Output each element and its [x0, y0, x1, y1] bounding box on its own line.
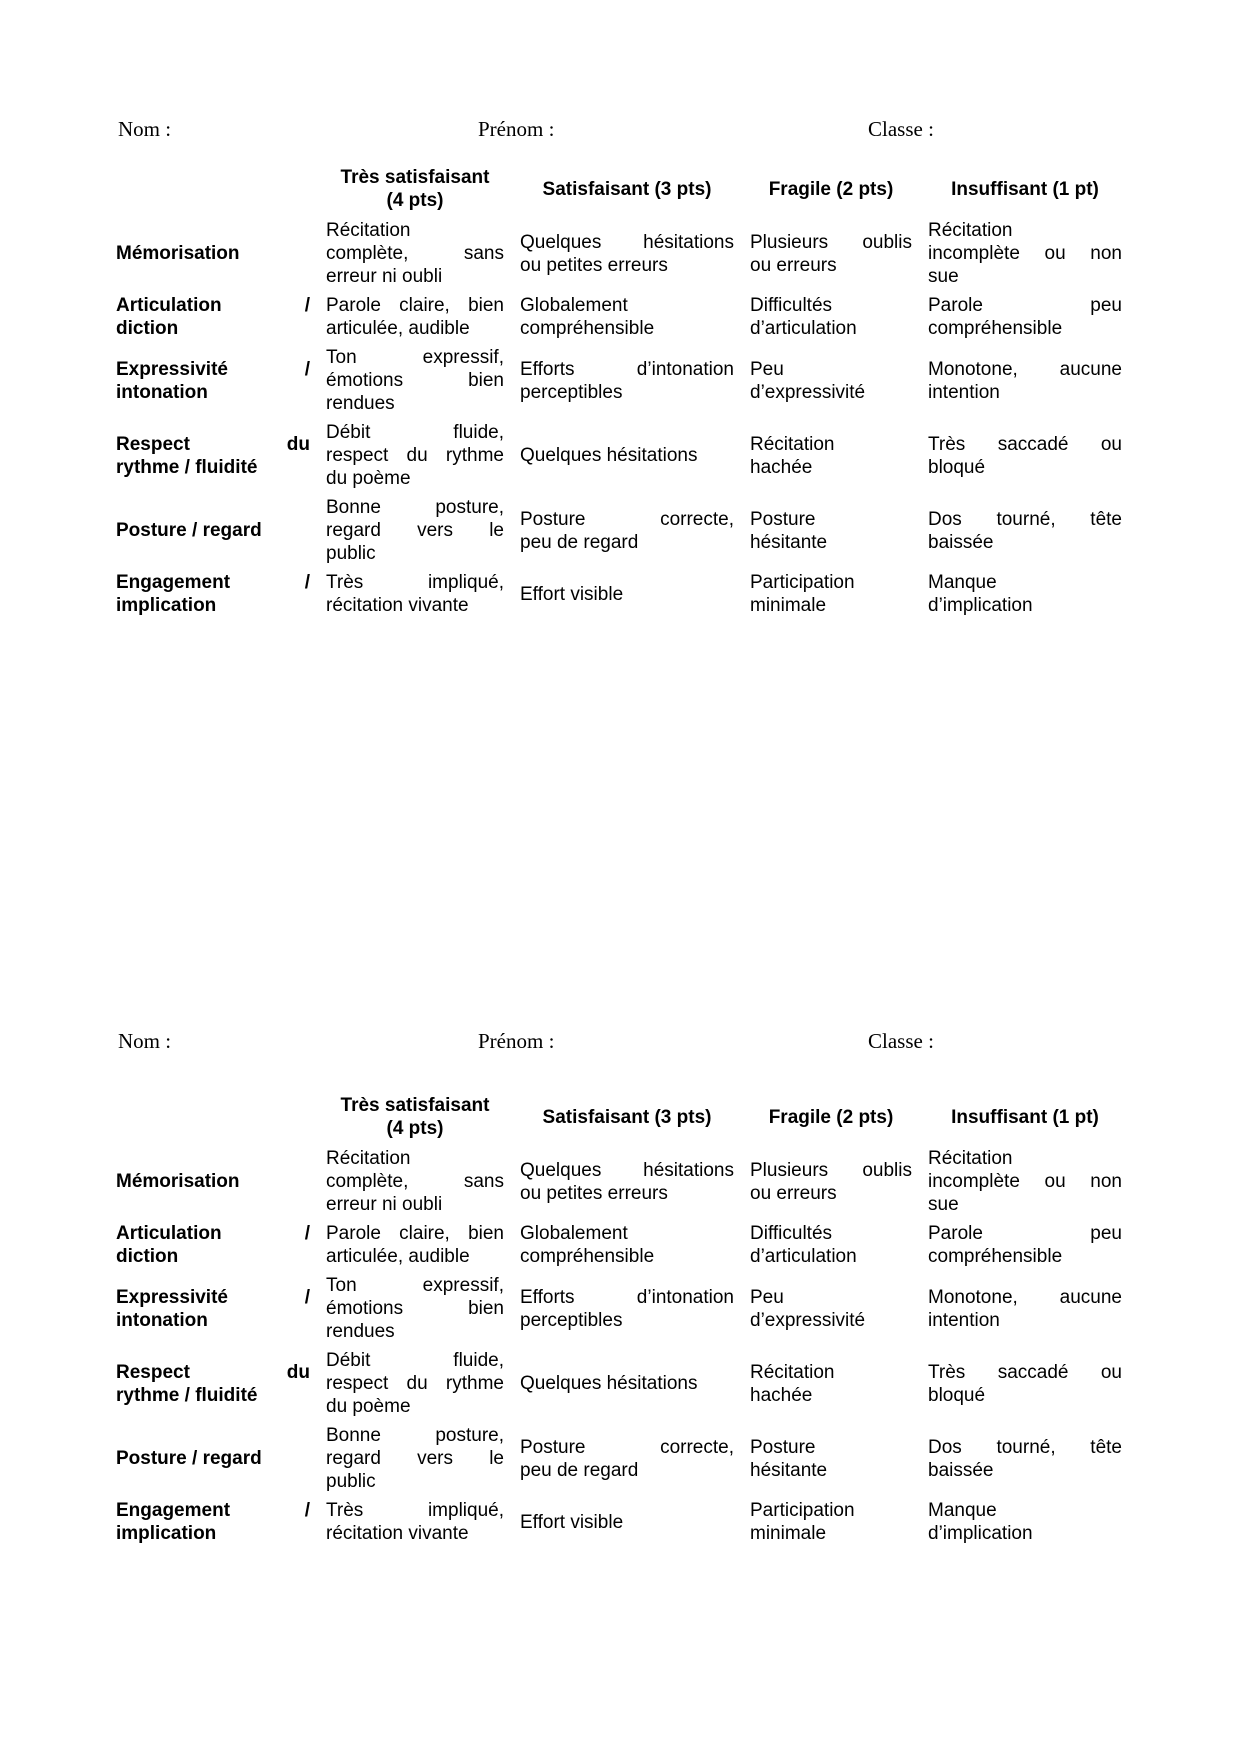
level-descriptor-line: baissée [928, 531, 994, 553]
criterion-label [116, 493, 318, 568]
criterion-row [116, 1271, 1130, 1346]
rubric-copy-1 [116, 116, 1130, 620]
level-descriptor-line: Récitation [326, 220, 411, 241]
level-descriptor-line: récitation vivante [326, 1523, 469, 1544]
level-descriptor-cell [920, 1496, 1130, 1548]
criterion-label [116, 1496, 318, 1548]
level-descriptor-line: peu de regard [520, 531, 639, 553]
level-descriptor-line: d’implication [928, 595, 1033, 616]
level-descriptor-line: Dos tourné, tête [928, 508, 1122, 530]
level-descriptor-line: Plusieurs oublis [750, 231, 912, 253]
level-descriptor-line: Très impliqué, [326, 572, 504, 593]
level-descriptor-line: erreur ni oubli [326, 266, 443, 287]
rubric-header-row [116, 162, 1130, 216]
level-descriptor-line: bloqué [928, 1384, 986, 1406]
level-descriptor-line: Difficultés [750, 295, 833, 316]
level-descriptor-line: Manque [928, 572, 997, 593]
criterion-label-line: rythme / fluidité [116, 456, 258, 478]
level-descriptor-line: Quelques hésitations [520, 231, 734, 253]
level-descriptor-cell [742, 1271, 920, 1346]
level-descriptor-line: Récitation [928, 220, 1013, 241]
level-column-header [512, 162, 742, 216]
level-descriptor-line: minimale [750, 1523, 827, 1544]
level-descriptor-line: minimale [750, 595, 827, 616]
criterion-label-line: Articulation / [116, 295, 310, 316]
level-descriptor-line: baissée [928, 1459, 994, 1481]
firstname-label: Prénom : [478, 1029, 555, 1053]
class-label: Classe : [868, 1029, 934, 1053]
level-descriptor-line: rendues [326, 393, 395, 414]
level-descriptor-cell [318, 1271, 512, 1346]
criterion-row [116, 1144, 1130, 1219]
level-descriptor-line: Quelques hésitations [520, 1159, 734, 1181]
criterion-label-line: diction [116, 318, 179, 339]
level-descriptor-line: articulée, audible [326, 1246, 470, 1267]
evaluation-rubric-table [116, 1090, 1130, 1548]
level-column-header-line: Satisfaisant (3 pts) [542, 1106, 712, 1128]
criterion-label-line: rythme / fluidité [116, 1384, 258, 1406]
level-descriptor-line: rendues [326, 1321, 395, 1342]
level-descriptor-line: Récitation [928, 1148, 1013, 1169]
level-descriptor-line: Plusieurs oublis [750, 1159, 912, 1181]
level-column-header-line: Insuffisant (1 pt) [951, 1106, 1099, 1128]
level-descriptor-line: respect du rythme [326, 445, 504, 466]
level-descriptor-line: Parole claire, bien [326, 295, 504, 316]
criterion-label [116, 1421, 318, 1496]
level-descriptor-line: intention [928, 381, 1000, 403]
level-descriptor-line: Quelques hésitations [520, 445, 698, 466]
level-descriptor-line: Efforts d’intonation [520, 358, 734, 380]
criterion-row [116, 1346, 1130, 1421]
level-descriptor-cell [318, 1144, 512, 1219]
level-descriptor-cell [512, 1346, 742, 1421]
level-descriptor-cell [742, 493, 920, 568]
level-descriptor-line: du poème [326, 1396, 411, 1417]
criterion-row [116, 493, 1130, 568]
level-descriptor-cell [920, 1346, 1130, 1421]
level-descriptor-cell [920, 216, 1130, 291]
student-info-line [116, 1028, 1130, 1055]
student-info-line [116, 116, 1130, 143]
level-descriptor-cell [920, 1219, 1130, 1271]
level-descriptor-line: Ton expressif, [326, 347, 504, 368]
level-descriptor-cell [920, 568, 1130, 620]
criterion-label [116, 1271, 318, 1346]
level-descriptor-cell [318, 1346, 512, 1421]
level-column-header-line: Très satisfaisant [340, 1095, 490, 1116]
criterion-row [116, 291, 1130, 343]
level-descriptor-cell [512, 493, 742, 568]
level-descriptor-cell [920, 1144, 1130, 1219]
criterion-label-line: intonation [116, 1309, 208, 1331]
criterion-label [116, 343, 318, 418]
level-descriptor-line: Dos tourné, tête [928, 1436, 1122, 1458]
level-column-header [742, 162, 920, 216]
criterion-label-line: implication [116, 595, 217, 616]
level-descriptor-line: Efforts d’intonation [520, 1286, 734, 1308]
criterion-label [116, 1144, 318, 1219]
level-descriptor-line: regard vers le [326, 1448, 504, 1469]
criterion-label-line: implication [116, 1523, 217, 1544]
level-descriptor-cell [920, 493, 1130, 568]
level-descriptor-line: Monotone, aucune [928, 1286, 1122, 1308]
level-descriptor-line: erreur ni oubli [326, 1194, 443, 1215]
criterion-label [116, 1346, 318, 1421]
level-descriptor-cell [512, 291, 742, 343]
criterion-label [116, 1219, 318, 1271]
level-descriptor-cell [318, 343, 512, 418]
level-descriptor-line: d’implication [928, 1523, 1033, 1544]
level-descriptor-line: hésitante [750, 531, 828, 553]
criterion-row [116, 343, 1130, 418]
criterion-label [116, 568, 318, 620]
level-column-header-line: (4 pts) [386, 190, 444, 211]
class-label: Classe : [868, 117, 934, 141]
level-column-header-line: (4 pts) [386, 1118, 444, 1139]
level-descriptor-line: ou erreurs [750, 1182, 837, 1204]
level-descriptor-cell [920, 1421, 1130, 1496]
level-descriptor-line: Très saccadé ou [928, 433, 1122, 455]
level-descriptor-cell [742, 418, 920, 493]
criterion-label-line: Mémorisation [116, 1171, 240, 1192]
level-column-header-line: Fragile (2 pts) [768, 1106, 894, 1128]
level-descriptor-line: Posture [750, 1436, 816, 1458]
level-descriptor-line: complète, sans [326, 1171, 504, 1192]
level-descriptor-line: Parole peu [928, 295, 1122, 316]
rubric-head [116, 162, 1130, 216]
criterion-row [116, 568, 1130, 620]
criterion-label-line: Posture / regard [116, 1448, 262, 1469]
rubric-copy-2 [116, 1028, 1130, 1548]
level-descriptor-line: ou erreurs [750, 254, 837, 276]
level-descriptor-line: Effort visible [520, 583, 624, 605]
criterion-row [116, 1496, 1130, 1548]
level-descriptor-line: regard vers le [326, 520, 504, 541]
level-descriptor-cell [920, 291, 1130, 343]
level-descriptor-cell [318, 1421, 512, 1496]
level-column-header [742, 1090, 920, 1144]
criterion-row [116, 418, 1130, 493]
criterion-label-line: Respect du [116, 1361, 310, 1383]
level-descriptor-line: Globalement [520, 1223, 628, 1244]
level-descriptor-cell [318, 418, 512, 493]
level-descriptor-line: Manque [928, 1500, 997, 1521]
level-descriptor-cell [512, 568, 742, 620]
level-column-header [318, 162, 512, 216]
level-descriptor-cell [318, 493, 512, 568]
level-descriptor-line: ou petites erreurs [520, 254, 668, 276]
criterion-label [116, 291, 318, 343]
level-descriptor-cell [742, 343, 920, 418]
criterion-label [116, 418, 318, 493]
level-descriptor-line: Bonne posture, [326, 1425, 504, 1446]
level-descriptor-cell [512, 1421, 742, 1496]
level-descriptor-line: compréhensible [520, 1246, 655, 1267]
level-descriptor-cell [920, 418, 1130, 493]
criterion-label-line: Expressivité / [116, 358, 310, 380]
criterion-label-line: Respect du [116, 433, 310, 455]
level-descriptor-cell [512, 1219, 742, 1271]
level-descriptor-line: Bonne posture, [326, 497, 504, 518]
level-descriptor-line: perceptibles [520, 381, 623, 403]
level-descriptor-line: d’expressivité [750, 381, 866, 403]
level-descriptor-line: Récitation [750, 1361, 835, 1383]
level-descriptor-cell [512, 1496, 742, 1548]
criterion-label-line: Engagement / [116, 1500, 310, 1521]
name-label: Nom : [118, 1029, 172, 1053]
criterion-label-line: Posture / regard [116, 520, 262, 541]
level-descriptor-cell [742, 568, 920, 620]
level-descriptor-cell [318, 1219, 512, 1271]
level-descriptor-cell [512, 1271, 742, 1346]
rubric-head [116, 1090, 1130, 1144]
criterion-row [116, 1421, 1130, 1496]
evaluation-rubric-table [116, 162, 1130, 620]
level-descriptor-line: émotions bien [326, 370, 504, 391]
level-descriptor-line: Parole claire, bien [326, 1223, 504, 1244]
level-descriptor-line: hésitante [750, 1459, 828, 1481]
level-descriptor-line: ou petites erreurs [520, 1182, 668, 1204]
level-descriptor-line: Peu [750, 358, 784, 380]
level-descriptor-line: respect du rythme [326, 1373, 504, 1394]
level-descriptor-line: compréhensible [928, 1246, 1063, 1267]
level-descriptor-line: Débit fluide, [326, 1350, 504, 1371]
criterion-label-line: Engagement / [116, 572, 310, 593]
level-descriptor-line: Récitation [750, 433, 835, 455]
level-column-header [512, 1090, 742, 1144]
criterion-label-line: Mémorisation [116, 243, 240, 264]
level-descriptor-line: émotions bien [326, 1298, 504, 1319]
level-descriptor-cell [318, 216, 512, 291]
level-column-header [920, 1090, 1130, 1144]
level-descriptor-line: hachée [750, 1384, 813, 1406]
level-descriptor-line: incomplète ou non [928, 1171, 1122, 1192]
name-label: Nom : [118, 117, 172, 141]
level-descriptor-line: Monotone, aucune [928, 358, 1122, 380]
level-descriptor-line: Globalement [520, 295, 628, 316]
rubric-body [116, 1144, 1130, 1548]
level-descriptor-cell [920, 343, 1130, 418]
level-descriptor-line: peu de regard [520, 1459, 639, 1481]
level-descriptor-line: public [326, 543, 376, 564]
level-descriptor-line: complète, sans [326, 243, 504, 264]
criterion-row [116, 1219, 1130, 1271]
level-descriptor-line: d’articulation [750, 318, 857, 339]
corner-cell [116, 162, 318, 216]
level-descriptor-cell [742, 1219, 920, 1271]
criterion-row [116, 216, 1130, 291]
level-column-header-line: Très satisfaisant [340, 167, 490, 188]
level-descriptor-line: Récitation [326, 1148, 411, 1169]
level-descriptor-line: compréhensible [520, 318, 655, 339]
level-descriptor-line: Très impliqué, [326, 1500, 504, 1521]
level-descriptor-line: Parole peu [928, 1223, 1122, 1244]
rubric-body [116, 216, 1130, 620]
level-descriptor-line: Effort visible [520, 1511, 624, 1533]
level-descriptor-line: sue [928, 266, 959, 287]
level-descriptor-cell [512, 216, 742, 291]
level-column-header-line: Insuffisant (1 pt) [951, 178, 1099, 200]
level-descriptor-line: Peu [750, 1286, 784, 1308]
level-descriptor-cell [742, 1496, 920, 1548]
level-descriptor-line: Ton expressif, [326, 1275, 504, 1296]
level-descriptor-line: sue [928, 1194, 959, 1215]
level-descriptor-line: d’expressivité [750, 1309, 866, 1331]
level-descriptor-cell [742, 216, 920, 291]
level-descriptor-line: articulée, audible [326, 318, 470, 339]
level-column-header [920, 162, 1130, 216]
level-descriptor-line: public [326, 1471, 376, 1492]
level-descriptor-line: d’articulation [750, 1246, 857, 1267]
level-column-header [318, 1090, 512, 1144]
criterion-label [116, 216, 318, 291]
level-descriptor-line: Participation [750, 572, 855, 593]
level-descriptor-line: Participation [750, 1500, 855, 1521]
level-descriptor-cell [318, 1496, 512, 1548]
firstname-label: Prénom : [478, 117, 555, 141]
level-descriptor-line: Quelques hésitations [520, 1373, 698, 1394]
level-descriptor-cell [742, 1144, 920, 1219]
level-descriptor-cell [920, 1271, 1130, 1346]
level-descriptor-cell [742, 1421, 920, 1496]
level-descriptor-cell [318, 568, 512, 620]
criterion-label-line: diction [116, 1246, 179, 1267]
criterion-label-line: intonation [116, 381, 208, 403]
criterion-label-line: Articulation / [116, 1223, 310, 1244]
level-descriptor-line: incomplète ou non [928, 243, 1122, 264]
level-descriptor-cell [512, 418, 742, 493]
level-descriptor-line: Posture [750, 508, 816, 530]
level-descriptor-cell [512, 343, 742, 418]
rubric-header-row [116, 1090, 1130, 1144]
level-descriptor-line: Difficultés [750, 1223, 833, 1244]
criterion-label-line: Expressivité / [116, 1286, 310, 1308]
level-descriptor-line: Posture correcte, [520, 508, 734, 530]
level-descriptor-line: du poème [326, 468, 411, 489]
level-descriptor-cell [742, 291, 920, 343]
level-descriptor-line: perceptibles [520, 1309, 623, 1331]
level-descriptor-cell [742, 1346, 920, 1421]
level-descriptor-line: Très saccadé ou [928, 1361, 1122, 1383]
level-descriptor-line: compréhensible [928, 318, 1063, 339]
corner-cell [116, 1090, 318, 1144]
level-descriptor-line: hachée [750, 456, 813, 478]
level-descriptor-line: bloqué [928, 456, 986, 478]
level-descriptor-line: intention [928, 1309, 1000, 1331]
level-column-header-line: Fragile (2 pts) [768, 178, 894, 200]
level-descriptor-line: Posture correcte, [520, 1436, 734, 1458]
level-descriptor-line: récitation vivante [326, 595, 469, 616]
level-descriptor-cell [318, 291, 512, 343]
level-descriptor-line: Débit fluide, [326, 422, 504, 443]
level-descriptor-cell [512, 1144, 742, 1219]
level-column-header-line: Satisfaisant (3 pts) [542, 178, 712, 200]
